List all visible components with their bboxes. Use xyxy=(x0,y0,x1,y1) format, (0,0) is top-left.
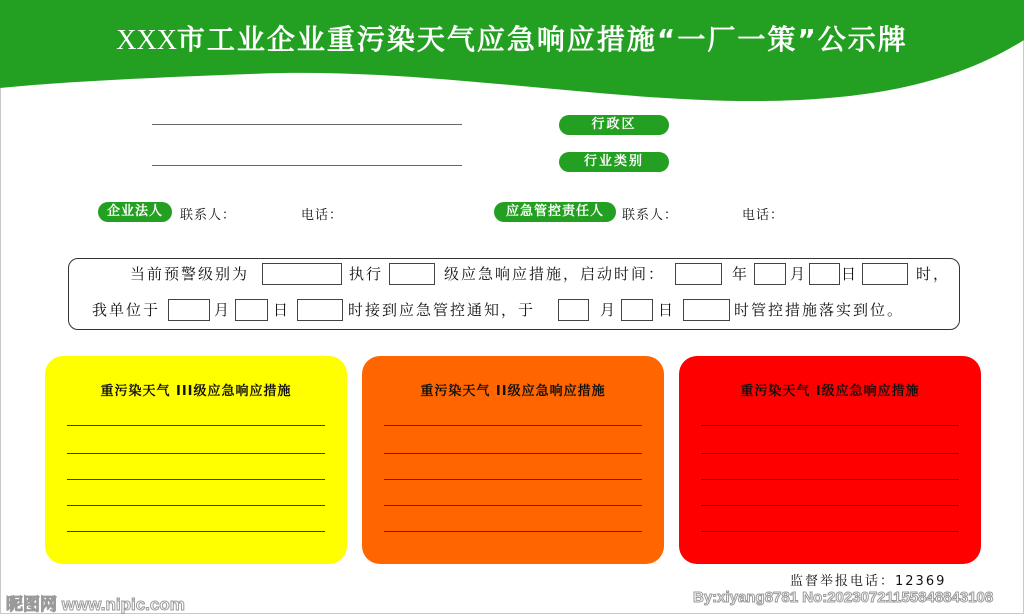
start-month-field[interactable] xyxy=(754,263,786,285)
notice-text: 年 xyxy=(732,265,750,283)
legal-phone-label: 电话： xyxy=(301,208,344,223)
warning-level-field[interactable] xyxy=(262,263,342,285)
level-3-measures-card xyxy=(45,356,347,564)
level-2-measures-card xyxy=(362,356,664,564)
measure-line[interactable] xyxy=(701,505,959,506)
title-prefix: XXX xyxy=(116,25,177,56)
start-year-field[interactable] xyxy=(675,263,722,285)
measure-line[interactable] xyxy=(384,453,642,454)
notice-text: 时接到应急管控通知，于 xyxy=(348,301,536,319)
notice-text: 我单位于 xyxy=(92,301,161,319)
measure-line[interactable] xyxy=(67,453,325,454)
emergency-phone-label: 电话： xyxy=(742,208,785,223)
measure-line[interactable] xyxy=(67,479,325,480)
card-title: 重污染天气 III级应急响应措施 xyxy=(100,384,292,399)
response-level-field[interactable] xyxy=(389,263,435,285)
measure-line[interactable] xyxy=(701,531,959,532)
district-input-line[interactable] xyxy=(152,124,462,125)
notice-text: 执行 xyxy=(349,265,384,283)
measure-line[interactable] xyxy=(701,479,959,480)
measure-line[interactable] xyxy=(701,453,959,454)
industry-badge: 行业类别 xyxy=(559,152,669,172)
implement-month-field[interactable] xyxy=(558,299,589,321)
measure-line[interactable] xyxy=(67,505,325,506)
notify-day-field[interactable] xyxy=(235,299,268,321)
start-day-field[interactable] xyxy=(809,263,840,285)
district-badge: 行政区 xyxy=(559,115,669,135)
report-hotline: 监督举报电话：12369 xyxy=(790,574,947,589)
implement-hour-field[interactable] xyxy=(683,299,730,321)
notice-text: 月 xyxy=(214,301,232,319)
notice-text: 时管控措施落实到位。 xyxy=(734,301,905,319)
watermark-left: 昵图网 www.nipic.com xyxy=(6,595,185,614)
measure-line[interactable] xyxy=(384,505,642,506)
level-1-measures-card xyxy=(679,356,981,564)
legal-person-badge: 企业法人 xyxy=(98,202,172,222)
notice-text: 级应急响应措施，启动时间： xyxy=(444,265,666,283)
measure-line[interactable] xyxy=(701,425,959,426)
measure-line[interactable] xyxy=(67,425,325,426)
notice-text: 时， xyxy=(916,265,951,283)
measure-line[interactable] xyxy=(67,531,325,532)
measure-line[interactable] xyxy=(384,479,642,480)
measure-line[interactable] xyxy=(384,531,642,532)
implement-day-field[interactable] xyxy=(621,299,653,321)
start-hour-field[interactable] xyxy=(862,263,908,285)
notify-hour-field[interactable] xyxy=(297,299,343,321)
title-text: 市工业企业重污染天气应急响应措施“一厂一策”公示牌 xyxy=(176,23,908,56)
emergency-contact-label: 联系人： xyxy=(622,208,679,223)
notice-text: 日 xyxy=(841,265,859,283)
legal-contact-label: 联系人： xyxy=(180,208,237,223)
emergency-officer-badge: 应急管控责任人 xyxy=(494,202,616,222)
notice-text: 月 xyxy=(790,265,808,283)
industry-input-line[interactable] xyxy=(152,165,462,166)
measure-line[interactable] xyxy=(384,425,642,426)
card-title: 重污染天气 I级应急响应措施 xyxy=(740,384,920,399)
notice-text: 当前预警级别为 xyxy=(130,265,250,283)
notice-text: 日 xyxy=(658,301,676,319)
card-title: 重污染天气 II级应急响应措施 xyxy=(420,384,606,399)
watermark-right: By:xiyang8781 No:20230721155848843108 xyxy=(693,589,994,606)
notice-text: 月 xyxy=(600,301,618,319)
notify-month-field[interactable] xyxy=(168,299,210,321)
page-title xyxy=(0,18,1024,58)
notice-text: 日 xyxy=(273,301,291,319)
